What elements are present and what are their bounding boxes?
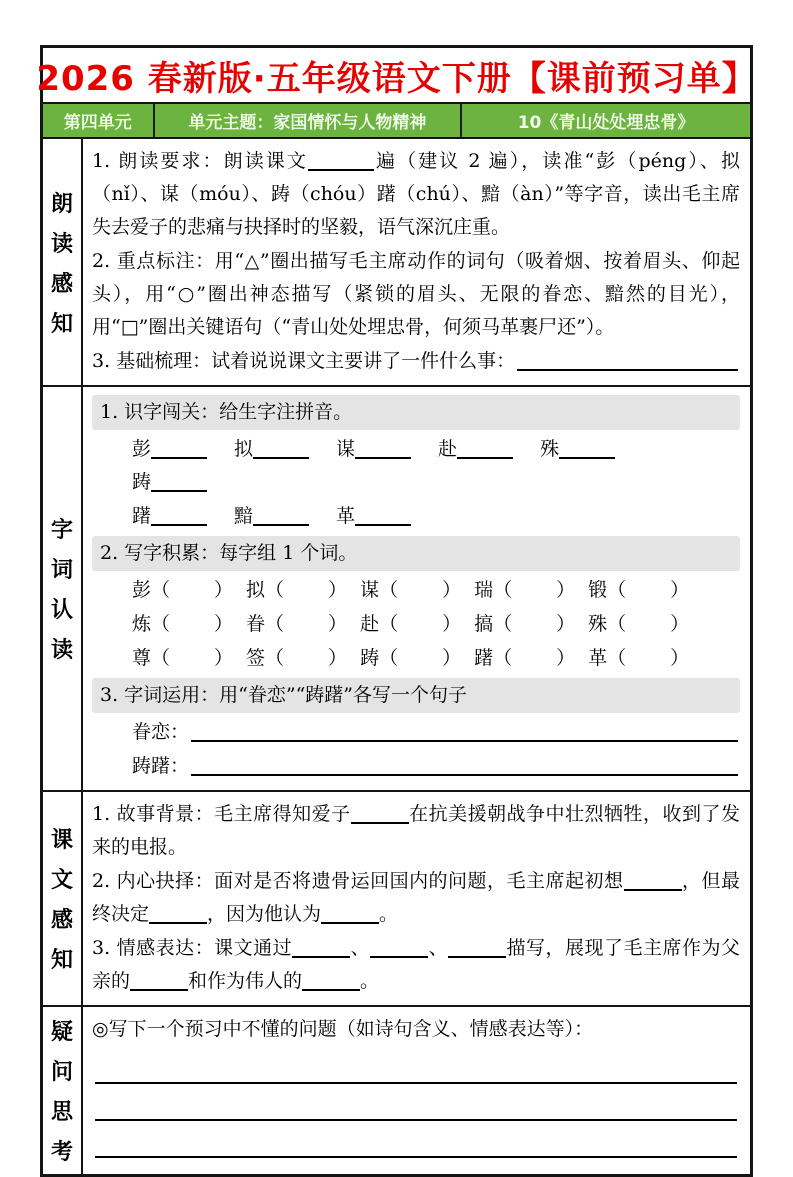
fill-in-blank [302,972,360,991]
worksheet-line [92,145,740,244]
char-pair [474,642,575,675]
text-run: 赴（ [360,613,399,635]
section-label-char: 思 [50,1099,73,1125]
fill-in-blank [351,805,409,824]
text-run: 躇（ [474,647,513,669]
text-run: 炼（ [132,613,171,635]
worksheet-line [92,750,740,783]
item-heading [92,536,740,571]
worksheet-line [92,245,740,344]
text-run: 躇 [132,505,152,527]
section-label-char: 字 [50,517,73,543]
worksheet-line [92,608,740,641]
section-content-langdu-ganzhi [83,139,750,385]
text-run: ） [670,613,690,635]
char-pair [246,608,347,641]
fill-in-blank [191,762,738,776]
text-run: ） [442,579,462,601]
text-run: ） [442,613,462,635]
text-run: 签（ [246,647,285,669]
unit-header-bar [43,104,750,139]
char-pair [588,574,689,607]
char-pair [234,433,309,466]
char-pair [540,433,615,466]
fill-in-blank [559,440,615,459]
text-run: 尊（ [132,647,171,669]
text-run: ） [556,579,576,601]
char-pair [132,466,207,499]
worksheet-line [92,798,740,864]
title-row [36,48,757,104]
text-run: 眷（ [246,613,285,635]
text-run: ） [556,647,576,669]
char-pair [132,642,233,675]
section-yiwen-sikao [43,1007,750,1174]
section-label-char: 课 [50,827,73,853]
char-pair [588,642,689,675]
text-run: 3. 情感表达：课文通过 [92,937,293,959]
char-pair [132,574,233,607]
char-pair [246,642,347,675]
text-run: 彭 [132,438,152,460]
fill-in-blank [624,872,682,891]
fill-in-blank [355,440,411,459]
text-run: 1. 朗读要求：朗读课文 [92,150,308,172]
fill-in-blank [253,440,309,459]
section-label-char: 知 [50,310,73,337]
text-run: 2. 写字积累：每字组 1 个词。 [100,542,358,564]
text-run: 赴 [438,438,458,460]
text-run: ） [214,613,234,635]
char-pair [246,574,347,607]
text-run: 描写，展现了毛主席作为父亲的 [92,937,740,992]
worksheet-line [92,433,740,499]
fill-in-blank [321,905,379,924]
section-label-zici-rendu [43,387,83,790]
section-label-char: 文 [50,867,73,893]
text-run: 眷恋： [132,721,190,743]
fill-in-blank [308,152,374,171]
char-pair [360,608,461,641]
worksheet-sheet [36,45,757,1177]
section-label-char: 知 [50,947,73,973]
text-run: ） [670,647,690,669]
worksheet-line [92,642,740,675]
text-run: 拟（ [246,579,285,601]
section-label-char: 朗 [50,190,73,217]
section-label-char: 考 [50,1139,73,1165]
char-pair [336,500,411,533]
text-run: 革 [336,505,356,527]
section-content-kewen-ganzhi [83,792,750,1005]
text-run: 、 [350,937,371,959]
text-run: ） [442,647,462,669]
worksheet-sections [43,139,750,1174]
text-run: 革（ [588,647,627,669]
section-label-char: 问 [50,1059,73,1085]
fill-in-blank [130,972,188,991]
text-run: 踌 [132,471,152,493]
text-run: 殊 [540,438,560,460]
lesson-title: 10《青山处处埋忠骨》 [460,104,750,137]
fill-in-blank [151,507,207,526]
section-kewen-ganzhi [43,792,750,1007]
text-run: 谋（ [360,579,399,601]
page-title: 2026 春新版·五年级语文下册【课前预习单】 [36,58,757,99]
char-pair [588,608,689,641]
char-pair [474,574,575,607]
text-run: ） [214,579,234,601]
section-label-kewen-ganzhi [43,792,83,1005]
text-run: 在抗美援朝战争中壮烈牺牲，收到了发来的电报。 [92,803,740,858]
text-run: ） [670,579,690,601]
item-heading [92,678,740,713]
text-run: ） [214,647,234,669]
unit-number: 第四单元 [63,113,132,133]
worksheet-line [92,865,740,931]
fill-in-blank [517,357,738,371]
section-label-char: 疑 [50,1019,73,1045]
text-run: ，因为他认为 [207,903,322,925]
fill-in-blank [448,939,506,958]
text-run: 3. 基础梳理：试着说说课文主要讲了一件什么事： [92,350,516,372]
worksheet-line [92,345,740,378]
text-run: ） [328,647,348,669]
fill-in-blank [151,473,207,492]
answer-line [95,1084,737,1121]
text-run: ，但最终决定 [92,870,740,925]
answer-line [95,1121,737,1158]
text-run: 锻（ [588,579,627,601]
char-pair [360,642,461,675]
worksheet-line [92,574,740,607]
text-run: 3. 字词运用：用“眷恋”“踌躇”各写一个句子 [100,684,468,706]
worksheet-line [92,932,740,998]
char-pair [132,500,207,533]
item-heading [92,395,740,430]
text-run: 拟 [234,438,254,460]
text-run: 黯 [234,505,254,527]
text-run: 1. 识字闯关：给生字注拼音。 [100,401,353,423]
text-run: 1. 故事背景：毛主席得知爱子 [92,803,351,825]
char-pair [132,608,233,641]
section-zici-rendu [43,387,750,792]
section-content-yiwen-sikao [83,1007,750,1174]
text-run: 。 [379,903,399,925]
section-content-zici-rendu [83,387,750,790]
char-pair [474,608,575,641]
text-run: ） [328,613,348,635]
text-run: 踌躇： [132,755,190,777]
worksheet-line [92,1013,740,1046]
char-pair [336,433,411,466]
section-label-char: 词 [50,557,73,583]
fill-in-blank [292,939,350,958]
text-run: 搞（ [474,613,513,635]
char-pair [132,433,207,466]
section-label-char: 认 [50,597,73,623]
text-run: ） [556,613,576,635]
text-run: 、 [428,937,449,959]
text-run: 2. 重点标注：用“△”圈出描写毛主席动作的词句（吸着烟、按着眉头、仰起头），用“○”圈出神态描写（紧锁的眉头、无限的眷恋、黯然的目光），用“□”圈出关键语句（“青山处处埋忠骨，何须马革裹尸还”）。 [92,250,740,338]
text-run: 和作为伟人的 [188,970,303,992]
section-label-yiwen-sikao [43,1007,83,1174]
char-pair [360,574,461,607]
text-run: 谋 [336,438,356,460]
text-run: 彭（ [132,579,171,601]
fill-in-blank [355,507,411,526]
section-label-char: 读 [50,230,73,257]
fill-in-blank [151,440,207,459]
section-label-char: 读 [50,637,73,663]
text-run: 2. 内心抉择：面对是否将遗骨运回国内的问题，毛主席起初想 [92,870,624,892]
fill-in-blank [191,728,738,742]
text-run: 。 [360,970,380,992]
char-pair [438,433,513,466]
text-run: 殊（ [588,613,627,635]
char-pair [234,500,309,533]
fill-in-blank [370,939,428,958]
section-label-char: 感 [50,907,73,933]
worksheet-line [92,716,740,749]
answer-line [95,1047,737,1084]
text-run: ） [328,579,348,601]
text-run: 踌（ [360,647,399,669]
section-label-langdu-ganzhi [43,139,83,385]
section-label-char: 感 [50,270,73,297]
unit-theme: 单元主题：家国情怀与人物精神 [153,104,461,137]
text-run: ◎写下一个预习中不懂的问题（如诗句含义、情感表达等）： [92,1018,594,1040]
worksheet-line [92,500,740,533]
fill-in-blank [149,905,207,924]
text-run: 瑞（ [474,579,513,601]
text-run: 遍（建议 2 遍），读准“彭（péng）、拟（nǐ）、谋（móu）、踌（chóu）躇（chú）、黯（àn）”等字音，读出毛主席失去爱子的悲痛与抉择时的坚毅，语气深沉庄重。 [92,150,740,238]
section-langdu-ganzhi [43,139,750,387]
fill-in-blank [457,440,513,459]
fill-in-blank [253,507,309,526]
